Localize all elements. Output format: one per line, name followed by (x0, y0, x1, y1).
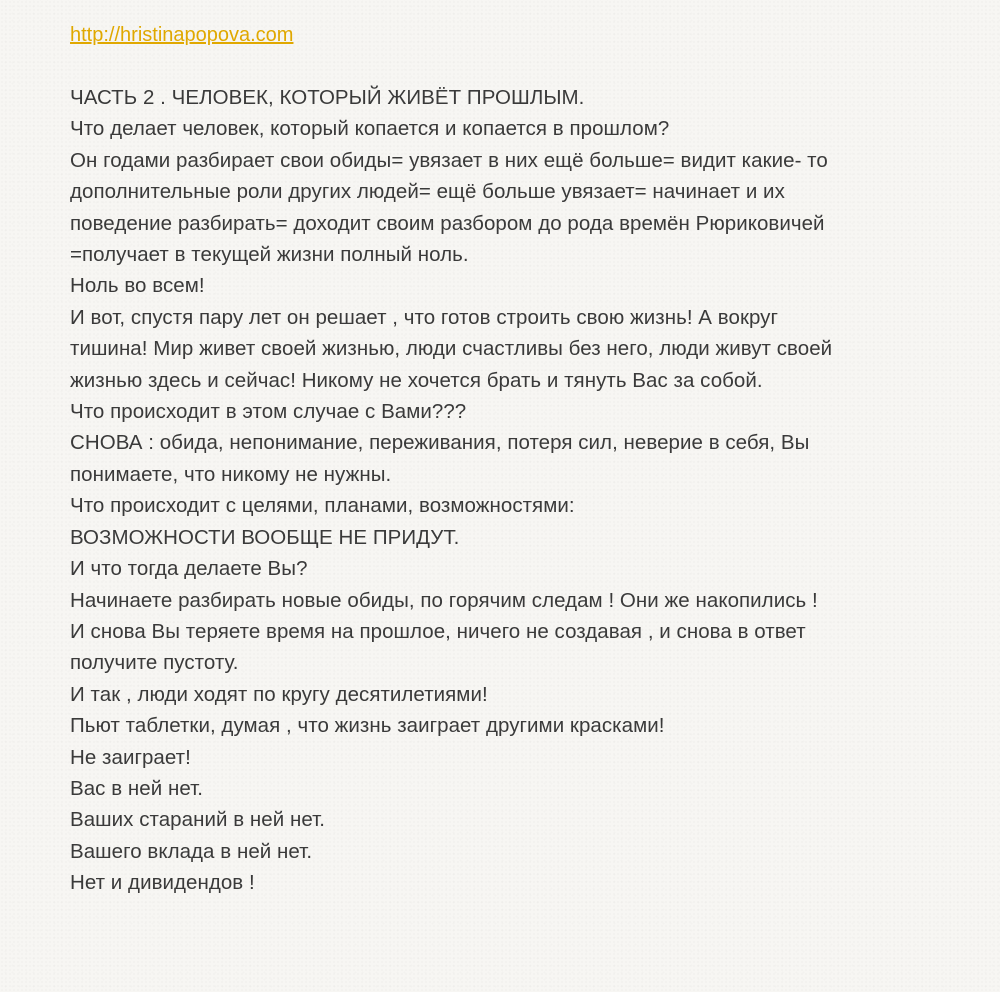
note-text (70, 82, 970, 899)
text-line: И так , люди ходят по кругу десятилетиями! (70, 682, 488, 706)
text-line: Вашего вклада в ней нет. (70, 839, 313, 863)
text-line: И снова Вы теряете время на прошлое, ничего не создавая , и снова в ответ (70, 619, 806, 643)
text-line: Вас в ней нет. (70, 776, 204, 800)
text-line: Ваших стараний в ней нет. (70, 808, 326, 832)
text-line: поведение разбирать= доходит своим разбором до рода времён Рюриковичей (70, 211, 825, 235)
text-line: Нет и дивидендов ! (70, 871, 255, 895)
note-heading: ЧАСТЬ 2 . ЧЕЛОВЕК, КОТОРЫЙ ЖИВЁТ ПРОШЛЫМ. (70, 86, 585, 109)
text-line: =получает в текущей жизни полный ноль. (70, 243, 469, 267)
note-body (70, 20, 970, 899)
text-line: ВОЗМОЖНОСТИ ВООБЩЕ НЕ ПРИДУТ. (70, 525, 460, 549)
text-line: Пьют таблетки, думая , что жизнь заиграет другими красками! (70, 714, 665, 738)
website-link[interactable]: http://hristinapopova.com (70, 24, 294, 46)
text-line: тишина! Мир живет своей жизнью, люди счастливы без него, люди живут своей (70, 337, 833, 361)
text-line: дополнительные роли других людей= ещё больше увязает= начинает и их (70, 180, 785, 204)
text-line: Что происходит в этом случае с Вами??? (70, 400, 467, 424)
text-line: Что происходит с целями, планами, возможностями: (70, 494, 575, 518)
text-line: И вот, спустя пару лет он решает , что готов строить свою жизнь! А вокруг (70, 305, 779, 329)
text-line: И что тогда делаете Вы? (70, 557, 308, 581)
text-line: Ноль во всем! (70, 274, 205, 298)
text-line: получите пустоту. (70, 651, 239, 675)
blank-line (70, 51, 970, 82)
text-line: Он годами разбирает свои обиды= увязает в них ещё больше= видит какие- то (70, 148, 828, 172)
text-line: Не заиграет! (70, 745, 191, 769)
text-line: СНОВА : обида, непонимание, переживания, потеря сил, неверие в себя, Вы (70, 431, 810, 455)
text-line: понимаете, что никому не нужны. (70, 462, 392, 486)
text-line: Начинаете разбирать новые обиды, по горячим следам ! Они же накопились ! (70, 588, 818, 612)
text-line: Что делает человек, который копается и копается в прошлом? (70, 117, 670, 141)
text-line: жизнью здесь и сейчас! Никому не хочется брать и тянуть Вас за собой. (70, 368, 763, 392)
